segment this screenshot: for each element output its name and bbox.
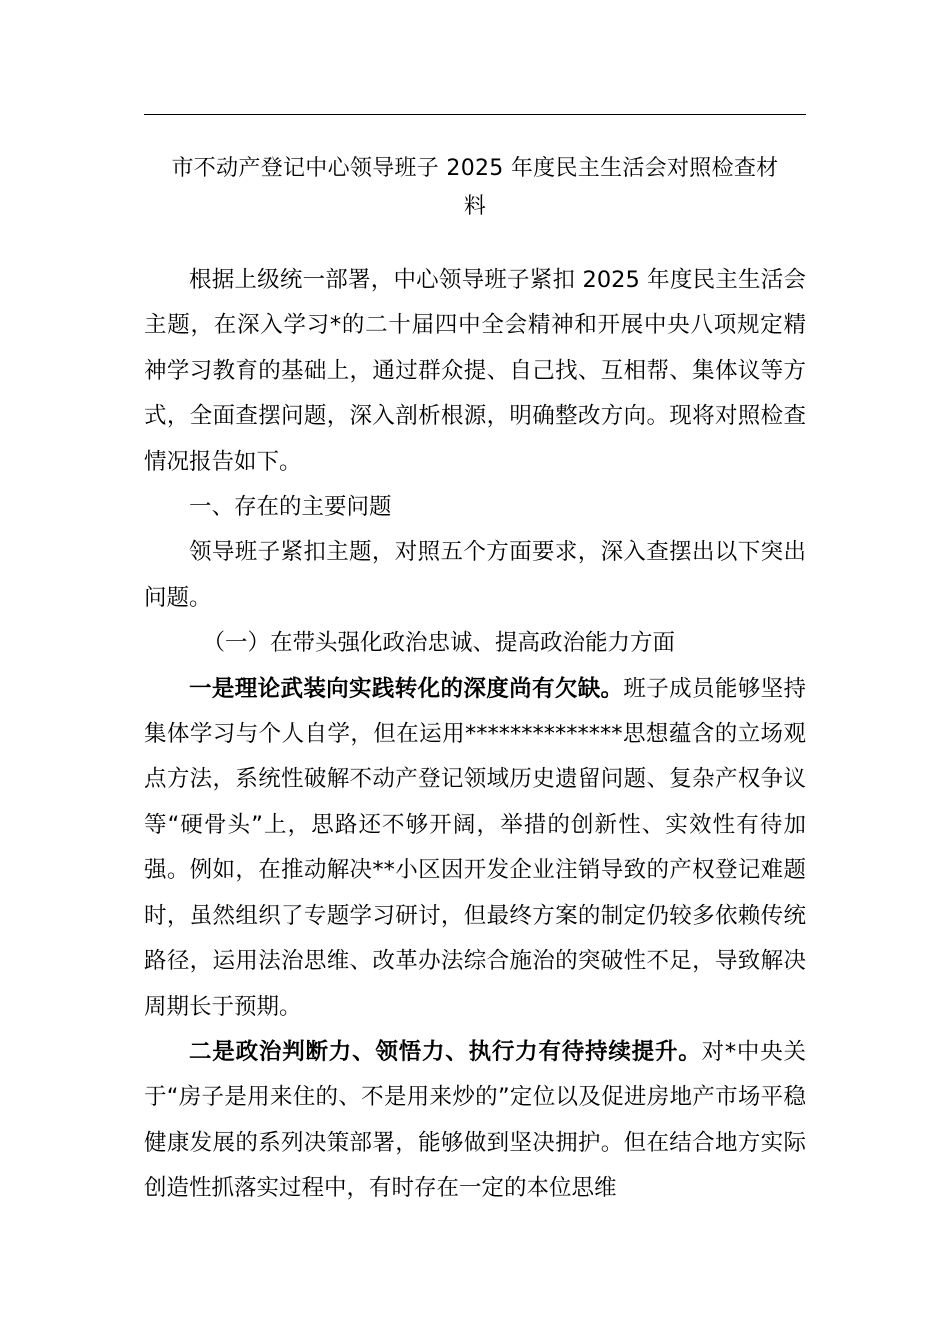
document-title <box>144 150 806 226</box>
point-2-lead: 二是政治判断力、领悟力、执行力有待持续提升。 <box>189 1038 702 1065</box>
section-intro-paragraph: 领导班子紧扣主题，对照五个方面要求，深入查摆出以下突出问题。 <box>144 539 806 611</box>
title-line-1: 市不动产登记中心领导班子 2025 年度民主生活会对照检查材 <box>171 156 779 181</box>
point-1-lead: 一是理论武装向实践转化的深度尚有欠缺。 <box>189 675 624 702</box>
point-1-paragraph <box>144 667 806 1030</box>
document-body <box>144 258 806 1212</box>
header-rule <box>144 114 806 115</box>
subsection-heading: （一）在带头强化政治忠诚、提高政治能力方面 <box>202 630 676 657</box>
point-2-body: 对*中央关于“房子是用来住的、不是用来炒的”定位以及促进房地产市场平稳健康发展的系列决策部署，能够做到坚决拥护。但在结合地方实际创造性抓落实过程中，有时存在一定的本位思维 <box>144 1038 806 1202</box>
section-heading: 一、存在的主要问题 <box>189 494 392 521</box>
title-line-2: 料 <box>463 194 487 219</box>
point-1-body: 班子成员能够坚持集体学习与个人自学，但在运用**************思想蕴含的立场观点方法，系统性破解不动产登记领域历史遗留问题、复杂产权争议等“硬骨头”上，思路还不够开阔，举措的创新性、实效性有待加强。例如，在推动解决**小区因开发企业注销导致的产权登记难题时，虽然组织了专题学习研讨，但最终方案的制定仍较多依赖传统路径，运用法治思维、改革办法综合施治的突破性不足，导致解决周期长于预期。 <box>144 675 806 1020</box>
intro-paragraph: 根据上级统一部署，中心领导班子紧扣 2025 年度民主生活会主题，在深入学习*的二十届四中全会精神和开展中央八项规定精神学习教育的基础上，通过群众提、自己找、互相帮、集体议等方式，全面查摆问题，深入剖析根源，明确整改方向。现将对照检查情况报告如下。 <box>144 267 806 475</box>
point-2-paragraph <box>144 1030 806 1212</box>
